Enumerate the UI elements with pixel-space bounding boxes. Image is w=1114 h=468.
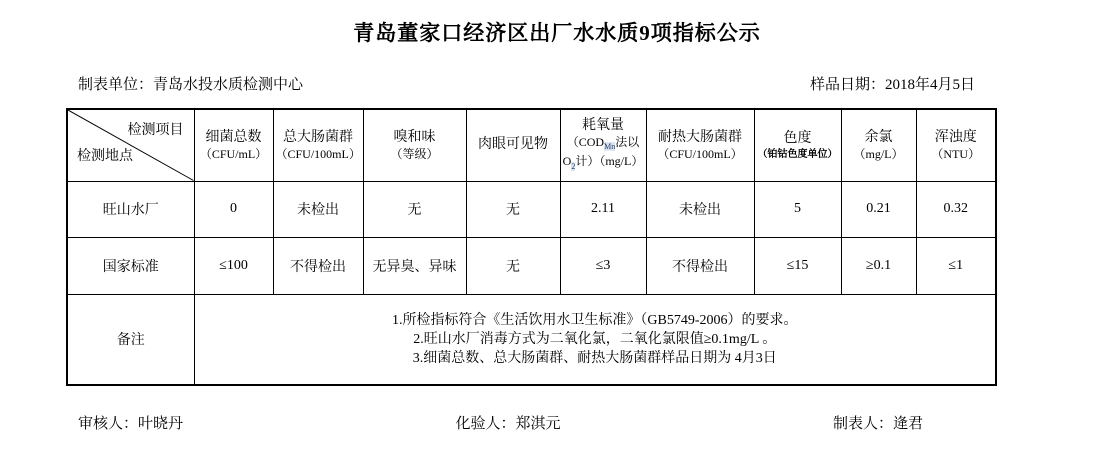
tester-label: 化验人：郑淇元	[455, 416, 561, 432]
cell-value: 5	[754, 181, 841, 237]
col-header-oxygen-consumption: 耗氧量 （$COD_{Mn}$法以$O_2$计）（mg/L）	[560, 109, 646, 181]
cell-value: ≥0.1	[841, 237, 916, 294]
cell-value: 未检出	[273, 181, 363, 237]
remarks-label: 备注	[67, 294, 194, 385]
corner-cell	[67, 109, 194, 181]
row-label: 国家标准	[67, 237, 194, 294]
remarks-line-1: 1.所检指标符合《生活饮用水卫生标准》（GB5749-2006）的要求。	[391, 312, 798, 328]
cod-subscript: Mn	[604, 142, 616, 152]
signature-row	[78, 412, 923, 433]
table-row-wangshan-plant	[67, 181, 996, 237]
cell-value: 无	[363, 181, 466, 237]
cell-value: ≤100	[194, 237, 273, 294]
col-header-thermotolerant-coliform: 耐热大肠菌群 （CFU/100mL）	[646, 109, 754, 181]
col-header-residual-chlorine: 余氯 （mg/L）	[841, 109, 916, 181]
cell-value: 不得检出	[273, 237, 363, 294]
remarks-line-3: 3.细菌总数、总大肠菌群、耐热大肠菌群样品日期为 4月3日	[412, 350, 777, 366]
cell-value: 无	[466, 237, 560, 294]
cell-value: 无	[466, 181, 560, 237]
meta-row	[78, 73, 975, 94]
remarks-content	[194, 294, 996, 385]
cell-value: ≤1	[916, 237, 996, 294]
col-header-chroma: 色度 （铂钴色度单位）	[754, 109, 841, 181]
col-header-visible-matter: 肉眼可见物	[466, 109, 560, 181]
header-row	[67, 109, 996, 181]
sample-date-label: 样品日期：2018年4月5日	[809, 77, 975, 93]
corner-label-location: 检测地点	[77, 148, 133, 164]
cell-value: 0	[194, 181, 273, 237]
issuing-org-label: 制表单位：青岛水投水质检测中心	[78, 77, 304, 93]
row-label: 旺山水厂	[67, 181, 194, 237]
cell-value: ≤3	[560, 237, 646, 294]
corner-label-items: 检测项目	[127, 123, 184, 138]
cell-value: 2.11	[560, 181, 646, 237]
cell-value: 未检出	[646, 181, 754, 237]
cell-value: 0.32	[916, 181, 996, 237]
col-header-bacteria: 细菌总数 （CFU/mL）	[194, 109, 273, 181]
water-quality-table	[66, 108, 997, 386]
page-title: 青岛董家口经济区出厂水水质9项指标公示	[353, 21, 761, 45]
col-header-total-coliform: 总大肠菌群 （CFU/100mL）	[273, 109, 363, 181]
cell-value: 无异臭、异味	[363, 237, 466, 294]
cell-value: 0.21	[841, 181, 916, 237]
col-header-odor: 嗅和味 （等级）	[363, 109, 466, 181]
o2-subscript: 2	[571, 161, 576, 171]
table-row-remarks	[67, 294, 996, 385]
preparer-label: 制表人：逄君	[832, 416, 923, 432]
reviewer-label: 审核人：叶晓丹	[78, 416, 184, 432]
remarks-line-2: 2.旺山水厂消毒方式为二氧化氯，二氧化氯限值≥0.1mg/L 。	[413, 331, 777, 347]
cell-value: ≤15	[754, 237, 841, 294]
cell-value: 不得检出	[646, 237, 754, 294]
table-row-national-standard	[67, 237, 996, 294]
col-header-turbidity: 浑浊度 （NTU）	[916, 109, 996, 181]
